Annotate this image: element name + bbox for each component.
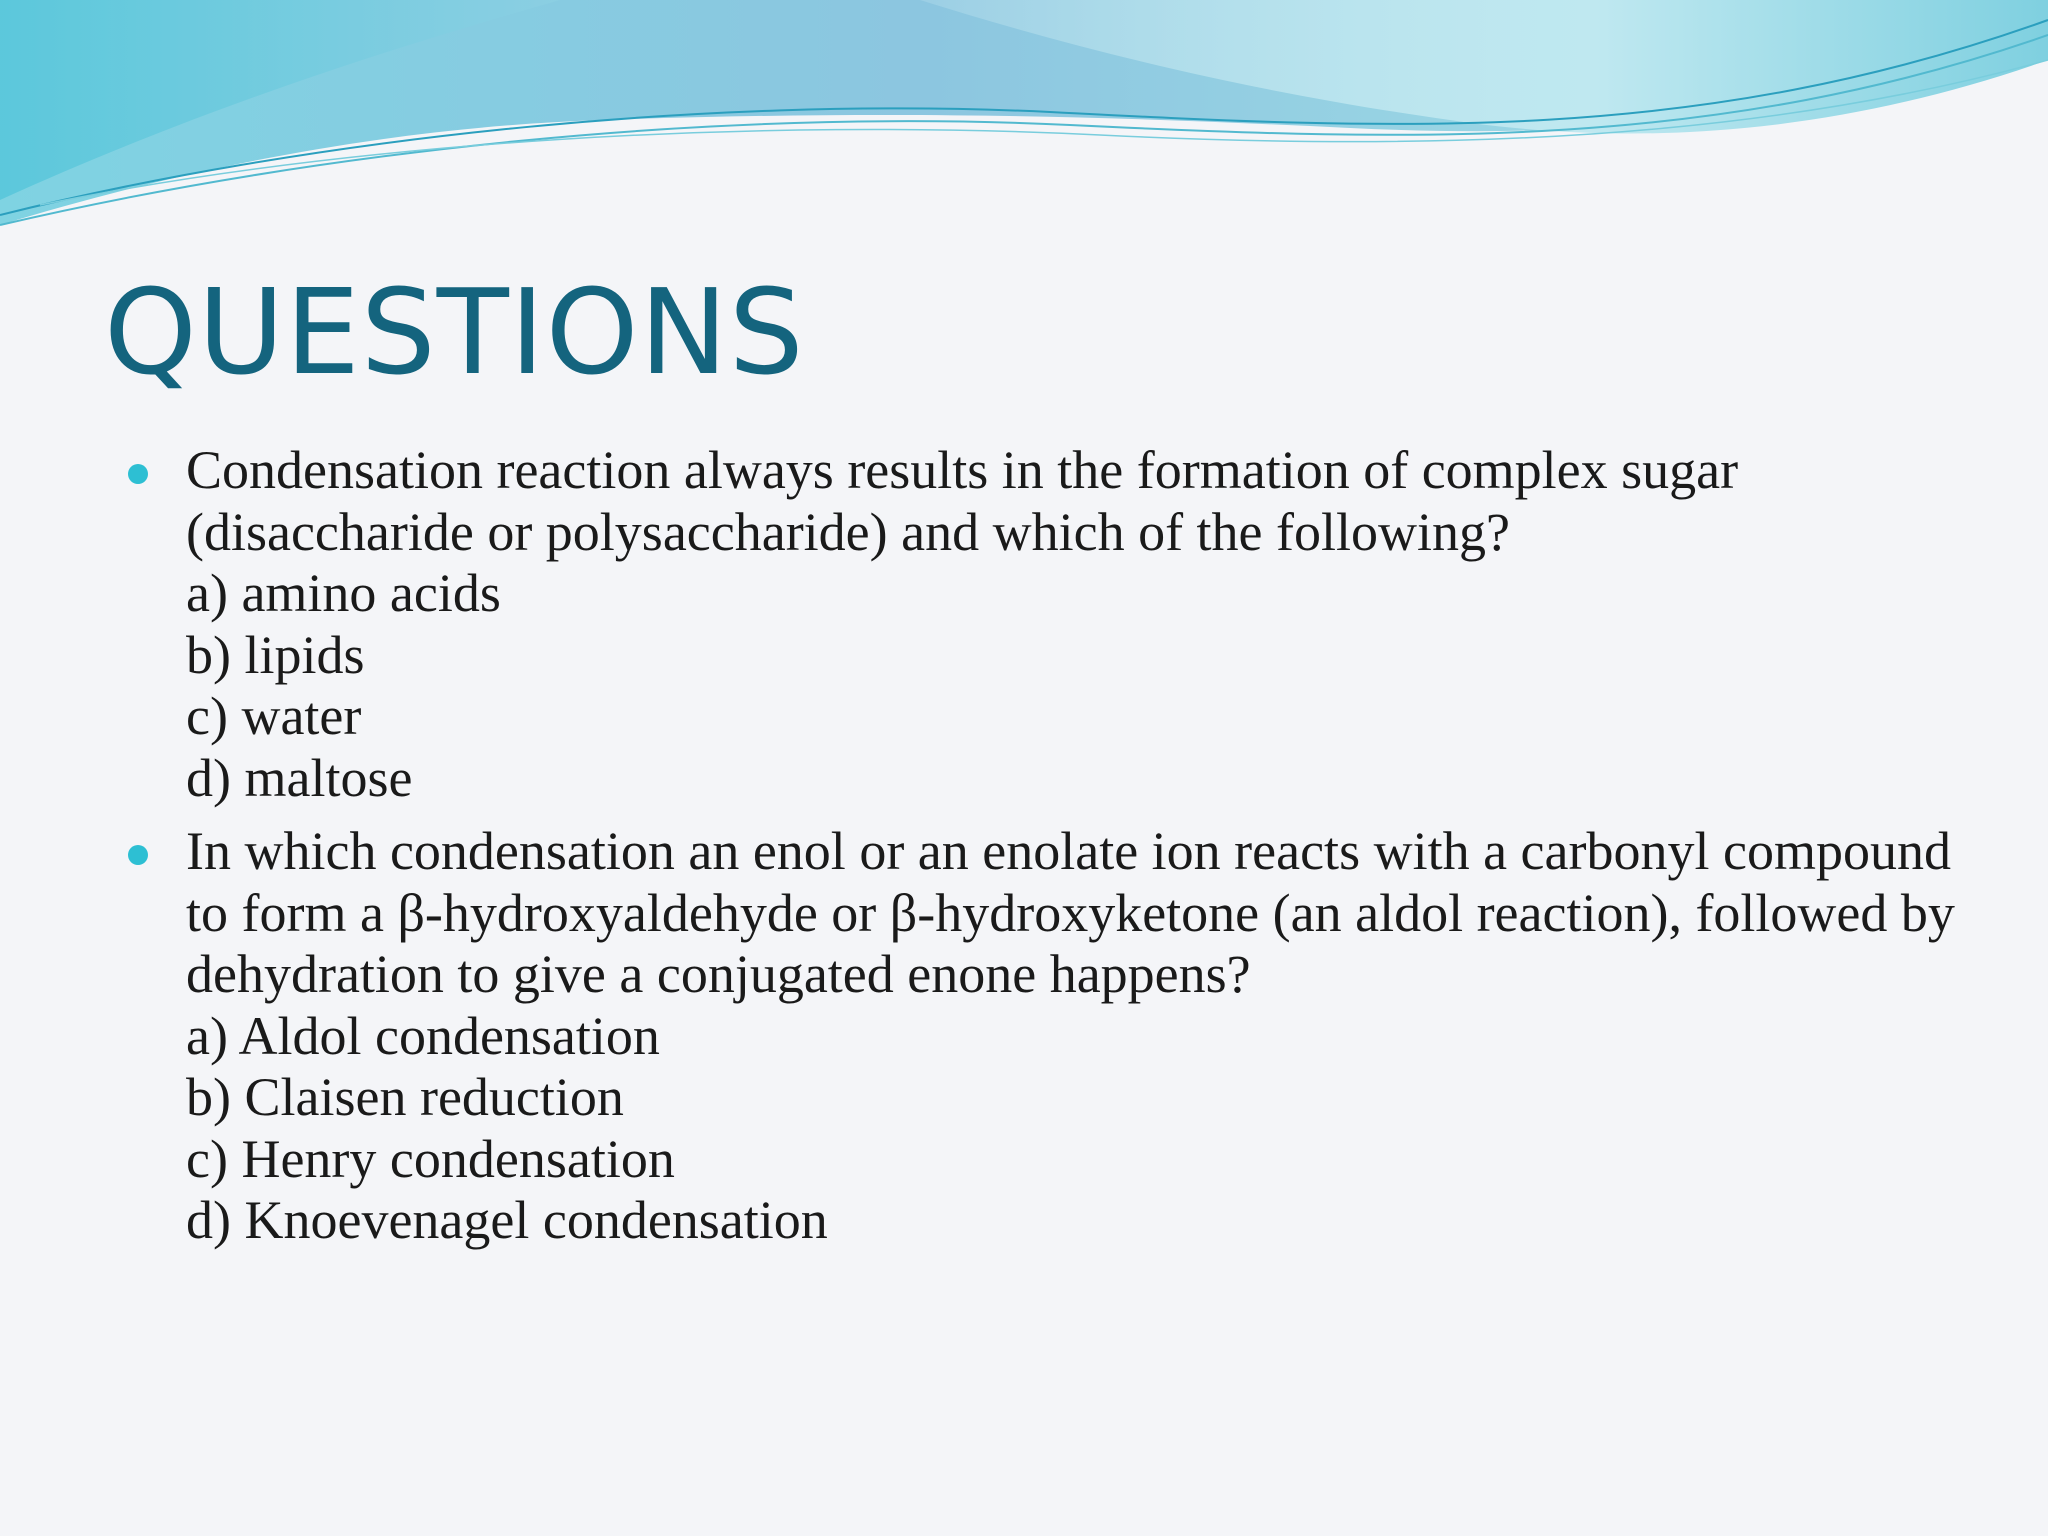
question-text: In which condensation an enol or an enolate ion reacts with a carbonyl compound to form a β-hydroxyaldehyde or β-hydroxyketone (an aldol reaction), followed by dehydration to give a conjugated enone happens? bbox=[186, 821, 1955, 1004]
question-item bbox=[124, 440, 1984, 809]
question-list bbox=[124, 440, 1984, 1264]
answer-option: d) maltose bbox=[186, 747, 413, 808]
question-item bbox=[124, 821, 1984, 1252]
question-text: Condensation reaction always results in the formation of complex sugar (disaccharide or polysaccharide) and which of the following? bbox=[186, 440, 1739, 562]
answer-option: a) amino acids bbox=[186, 563, 501, 623]
bullet-icon bbox=[128, 845, 148, 865]
slide-title: QUESTIONS bbox=[104, 263, 805, 401]
answer-option: a) Aldol condensation bbox=[186, 1005, 660, 1066]
header-wave-decoration bbox=[0, 0, 2048, 240]
bullet-icon bbox=[128, 464, 148, 484]
answer-option: c) Henry condensation bbox=[186, 1128, 675, 1189]
answer-option: b) lipids bbox=[186, 624, 365, 685]
answer-option: c) water bbox=[186, 686, 362, 746]
answer-option: d) Knoevenagel condensation bbox=[186, 1190, 828, 1250]
answer-option: b) Claisen reduction bbox=[186, 1067, 624, 1127]
